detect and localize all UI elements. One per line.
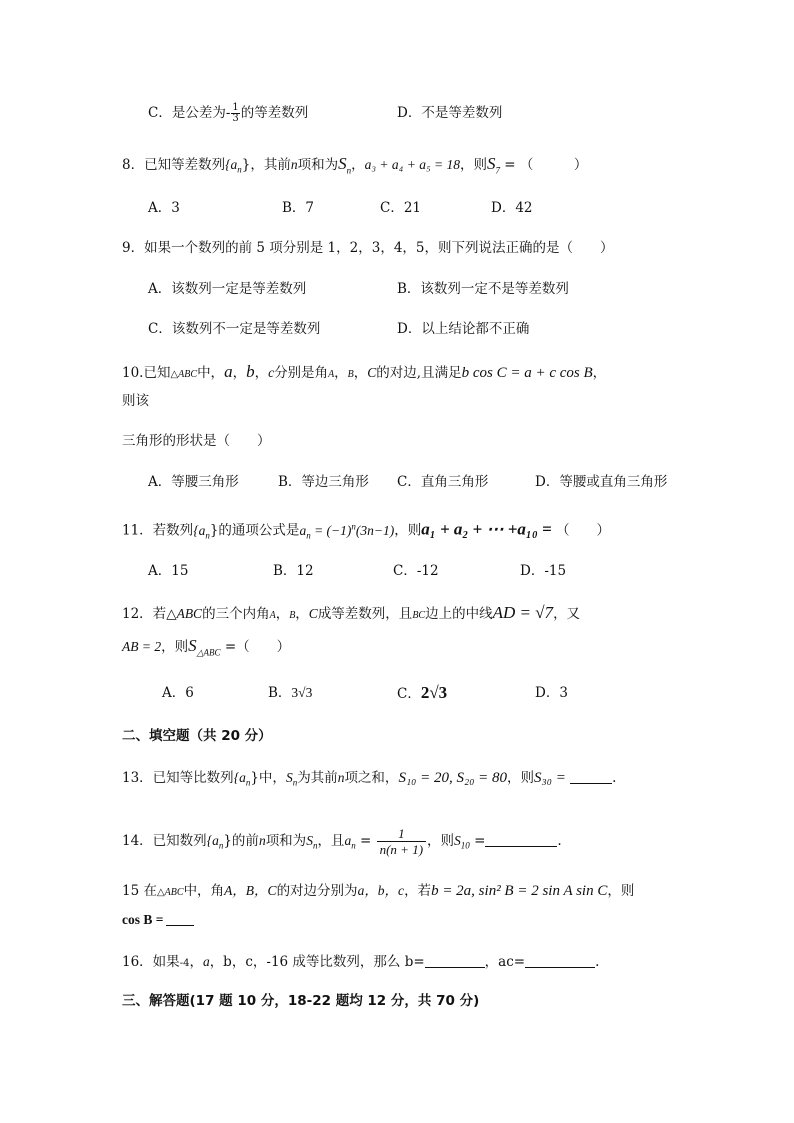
fraction: $\frac{1}{3}$ xyxy=(232,102,239,124)
q12-option-c: C．2√3 xyxy=(397,683,448,702)
answer-blank[interactable] xyxy=(485,832,557,847)
formula: $a_n = (-1)^n(3n-1)$ xyxy=(299,521,395,541)
q8-option-b: B．7 xyxy=(282,200,315,216)
section-3-heading: 三、解答题(17 题 10 分，18-22 题均 12 分，共 70 分) xyxy=(122,993,480,1009)
answer-blank-ac[interactable] xyxy=(525,953,595,968)
sum-symbol: $S_n$ xyxy=(338,154,352,176)
q9-option-c: C．该数列不一定是等差数列 xyxy=(148,321,321,337)
q10-option-d: D．等腰或直角三角形 xyxy=(535,474,668,490)
question-12-stem: 12．若△ABC的三个内角A，B，C成等差数列，且BC边上的中线AD = √7，又 xyxy=(122,603,581,622)
seq-symbol: {$a_n$ xyxy=(193,522,210,541)
q11-option-c: C．-12 xyxy=(393,563,439,579)
question-13-stem: 13．已知等比数列$\{a_n\}$中，$S_n$为其前n项之和，S₁₀ = 20, S₂₀ = 80，则S₃₀ = . xyxy=(122,770,617,788)
q12-option-b: B．3√3 xyxy=(268,685,313,701)
question-11-stem: 11．若数列$\{a_n\}$的通项公式是$a_n = (-1)^n(3n-1)$，则a₁ + a₂ + ⋯ +a₁₀ = （ ） xyxy=(122,519,611,541)
q7-option-d: D．不是等差数列 xyxy=(397,105,503,121)
q11-option-a: A．15 xyxy=(148,563,189,579)
q8-option-c: C．21 xyxy=(380,200,422,216)
q8-option-a: A．3 xyxy=(148,200,180,216)
question-8-stem: 8．已知等差数列$\{a_n\}$，其前n项和为$S_n$，a₃ + a₄ + a₅ = 18，则$S_7$ = （ ） xyxy=(122,154,588,176)
q10-option-c: C．直角三角形 xyxy=(397,474,489,490)
q12-option-d: D．3 xyxy=(535,685,568,701)
seq-symbol: {$a_n$ xyxy=(225,157,242,175)
area-symbol: $S_{\triangle ABC}$ xyxy=(188,636,221,658)
q11-option-d: D．-15 xyxy=(520,563,567,579)
seq-symbol: {$a_n$ xyxy=(206,833,224,851)
question-12-line2: AB = 2，则$S_{\triangle ABC}$ =（ ） xyxy=(122,636,291,658)
answer-blank[interactable] xyxy=(570,769,612,784)
q8-option-d: D．42 xyxy=(491,200,533,216)
fraction: $\frac{1}{n(n + 1)}$ xyxy=(377,826,426,857)
section-2-heading: 二、填空题（共 20 分） xyxy=(122,728,272,744)
q9-option-b: B．该数列一定不是等差数列 xyxy=(397,281,569,297)
q7-option-c: C．是公差为- $\frac{1}{3}$ 的等差数列 xyxy=(148,102,309,124)
question-10-line2: 三角形的形状是（ ） xyxy=(122,433,271,449)
question-10-stem: 10.已知△ABC中，a，b，c分别是角A，B，C的对边,且满足b cos C = a + c cos B， xyxy=(122,362,607,381)
question-15-line2: cos B = xyxy=(122,910,194,930)
question-10-cont: 则该 xyxy=(122,393,149,409)
question-9-stem: 9．如果一个数列的前 5 项分别是 1，2，3，4，5，则下列说法正确的是（ ） xyxy=(122,240,614,256)
answer-blank-b[interactable] xyxy=(425,953,485,968)
question-16-stem: 16．如果-4，a，b，c，-16 成等比数列，那么 b= ，ac= . xyxy=(122,954,600,970)
s7-symbol: $S_7$ xyxy=(487,154,501,176)
q10-option-a: A．等腰三角形 xyxy=(148,474,239,490)
q10-option-b: B．等边三角形 xyxy=(278,474,369,490)
q9-option-d: D．以上结论都不正确 xyxy=(397,321,530,337)
seq-symbol: {$a_n$ xyxy=(233,770,251,788)
answer-blank[interactable] xyxy=(166,911,194,926)
question-15-stem: 15 在△ABC中，角A，B，C的对边分别为a，b，c，若b = 2a, sin² B = 2 sin A sin C，则 xyxy=(122,883,635,899)
q12-option-a: A．6 xyxy=(162,685,194,701)
q11-option-b: B．12 xyxy=(273,563,314,579)
question-14-stem: 14．已知数列$\{a_n\}$的前n项和为$S_n$，且$a_n$ = $\frac{1}{n(n + 1)}$ ，则$S_{10}$ = . xyxy=(122,826,562,857)
q9-option-a: A．该数列一定是等差数列 xyxy=(148,281,307,297)
